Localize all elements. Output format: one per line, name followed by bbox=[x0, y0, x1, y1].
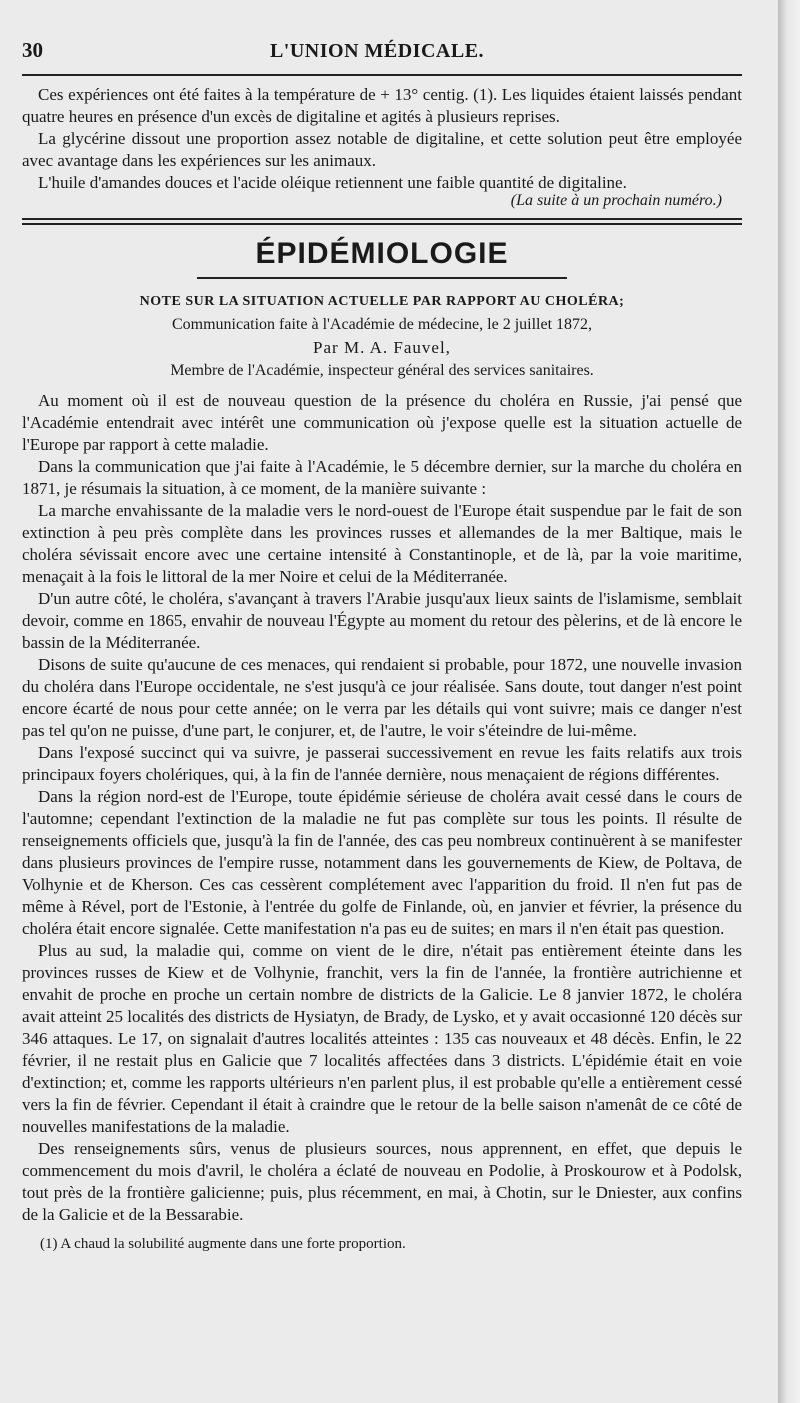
body-paragraph: Dans la région nord-est de l'Europe, toute épidémie sérieuse de choléra avait cessé dans le cours de l'automne; cependant l'extinction de la maladie ne fut pas complète sur tous les points. Il résulte de renseignements officiels que, jusqu'à la fin de l'année, des cas peu nombreux continuèrent à se manifester dans plusieurs provinces de l'empire russe, notamment dans les gouvernements de Kiew, de Poltava, de Volhynie et de Kherson. Ces cas cessèrent complétement avec l'apparition du froid. Il n'en fut pas de même à Rével, port de l'Estonie, à l'entrée du golfe de Finlande, où, en janvier et février, la présence du choléra était encore signalée. Cette manifestation n'a pas eu de suites; en mars il n'en était pas question. bbox=[22, 787, 742, 938]
page-edge-shadow bbox=[778, 0, 800, 1403]
body-paragraph: Dans l'exposé succinct qui va suivre, je passerai successivement en revue les faits relatifs aux trois principaux foyers cholériques, qui, à la fin de l'année dernière, nous menaçaient de régions différentes. bbox=[22, 743, 742, 784]
body-paragraph: Dans la communication que j'ai faite à l'Académie, le 5 décembre dernier, sur la marche du choléra en 1871, je résumais la situation, à ce moment, de la manière suivante : bbox=[22, 457, 742, 498]
author-line: Par M. A. Fauvel, bbox=[313, 338, 451, 357]
section-divider bbox=[22, 218, 742, 225]
continuation-note: (La suite à un prochain numéro.) bbox=[510, 192, 722, 209]
page-header bbox=[22, 38, 742, 68]
body-paragraph: Plus au sud, la maladie qui, comme on vient de le dire, n'était pas entièrement éteinte dans les provinces russes de Kiew et de Volhynie, franchit, vers la fin de l'année, la frontière autrichienne et envahit de proche en proche un certain nombre de districts de la Galicie. Le 8 janvier 1872, le choléra avait atteint 25 localités des districts de Hysiatyn, de Brady, de Lysko, et y avait occasionné 120 décès sur 346 attaques. Le 17, on signalait d'autres localités atteintes : 135 cas nouveaux et 48 décès. Enfin, le 22 février, il ne restait plus en Galicie que 7 localités affectées dans 3 districts. L'épidémie était en voie d'extinction; et, comme les rapports ultérieurs n'en parlent plus, il est probable qu'elle a entièrement cessé vers la fin de février. Cependant il était à craindre que le retour de la belle saison n'amenât de ce côté de nouvelles manifestations de la maladie. bbox=[22, 941, 742, 1136]
journal-title: L'UNION MÉDICALE. bbox=[269, 40, 485, 62]
body-paragraph: Disons de suite qu'aucune de ces menaces, qui rendaient si probable, pour 1872, une nouvelle invasion du choléra dans l'Europe occidentale, ne s'est jusqu'à ce jour réalisée. Sans doute, tout danger n'est point encore écarté de nous pour cette année; on le verra par les détails qui vont suivre; mais ce danger n'est pas tel qu'on ne puisse, d'une part, le conjurer, et, de l'autre, le voir s'éteindre de lui-même. bbox=[22, 655, 742, 740]
section-title: ÉPIDÉMIOLOGIE bbox=[255, 237, 509, 270]
article-body bbox=[22, 390, 742, 1226]
page-number: 30 bbox=[22, 38, 43, 62]
intro-paragraph: La glycérine dissout une proportion assez notable de digitaline, et cette solution peut être employée avec avantage dans les expériences sur les animaux. bbox=[22, 129, 742, 170]
title-rule bbox=[197, 277, 567, 279]
intro-paragraph: Ces expériences ont été faites à la température de + 13° centig. (1). Les liquides étaient laissés pendant quatre heures en présence d'un excès de digitaline et agités à plusieurs reprises. bbox=[22, 85, 742, 126]
body-paragraph: La marche envahissante de la maladie vers le nord-ouest de l'Europe était suspendue par le fait de son extinction à peu près complète dans les provinces russes et allemandes de la mer Baltique, mais le choléra sévissait encore avec une certaine intensité à Constantinople, et de là, par la voie maritime, menaçait à la fois le littoral de la mer Noire et celui de la Méditerranée. bbox=[22, 501, 742, 586]
communication-line: Communication faite à l'Académie de médecine, le 2 juillet 1872, bbox=[171, 316, 593, 333]
footnote: (1) A chaud la solubilité augmente dans une forte proportion. bbox=[40, 1236, 406, 1252]
intro-paragraph: L'huile d'amandes douces et l'acide oléique retiennent une faible quantité de digitaline. bbox=[38, 173, 627, 192]
header-rule bbox=[22, 74, 742, 76]
note-title: NOTE SUR LA SITUATION ACTUELLE PAR RAPPORT AU CHOLÉRA; bbox=[139, 294, 625, 309]
body-paragraph: Des renseignements sûrs, venus de plusieurs sources, nous apprennent, en effet, que depuis le commencement du mois d'avril, le choléra a éclaté de nouveau en Podolie, à Proskourow et à Podolsk, tout près de la frontière galicienne; puis, plus récemment, en mai, à Chotin, sur le Dniester, aux confins de la Galicie et de la Bessarabie. bbox=[22, 1139, 742, 1224]
body-paragraph: D'un autre côté, le choléra, s'avançant à travers l'Arabie jusqu'aux lieux saints de l'islamisme, semblait devoir, comme en 1865, envahir de nouveau l'Égypte au moment du retour des pèlerins, et de là encore le bassin de la Méditerranée. bbox=[22, 589, 742, 652]
body-paragraph: Au moment où il est de nouveau question de la présence du choléra en Russie, j'ai pensé que l'Académie entendrait avec intérêt une communication où j'expose quelle est la situation actuelle de l'Europe par rapport à cette maladie. bbox=[22, 391, 742, 454]
author-role: Membre de l'Académie, inspecteur général des services sanitaires. bbox=[170, 362, 594, 379]
